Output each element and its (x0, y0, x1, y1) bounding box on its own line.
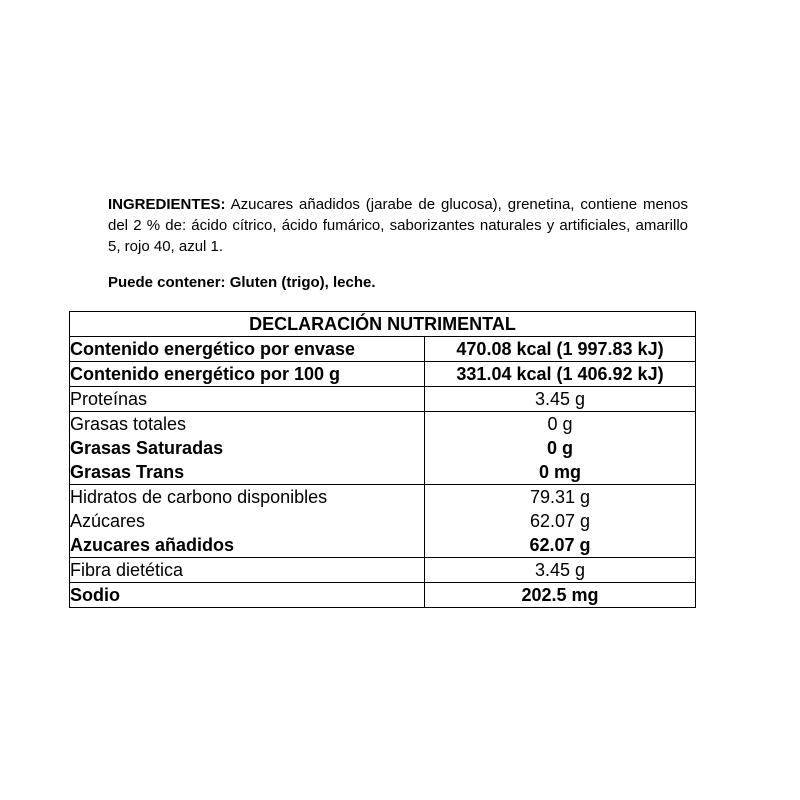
table-row (70, 583, 696, 608)
nutrient-name: Azúcares (70, 509, 425, 533)
table-row (70, 337, 696, 362)
nutrient-value: 202.5 mg (425, 583, 696, 608)
nutrient-name: Azucares añadidos (70, 533, 425, 558)
nutrient-value: 3.45 g (425, 558, 696, 583)
nutrient-value: 331.04 kcal (1 406.92 kJ) (425, 362, 696, 387)
nutrient-value: 3.45 g (425, 387, 696, 412)
nutrient-value: 79.31 g (425, 485, 696, 510)
nutrition-table-title: DECLARACIÓN NUTRIMENTAL (70, 312, 696, 337)
table-row (70, 533, 696, 558)
table-row (70, 436, 696, 460)
table-row (70, 387, 696, 412)
nutrient-name: Contenido energético por envase (70, 337, 425, 362)
table-row (70, 558, 696, 583)
nutrient-name: Hidratos de carbono disponibles (70, 485, 425, 510)
nutrient-value: 62.07 g (425, 509, 696, 533)
nutrient-name: Contenido energético por 100 g (70, 362, 425, 387)
nutrient-value: 0 g (425, 436, 696, 460)
nutrient-value: 470.08 kcal (1 997.83 kJ) (425, 337, 696, 362)
table-row (70, 485, 696, 510)
nutrition-table-header (70, 312, 696, 337)
nutrient-value: 0 mg (425, 460, 696, 485)
table-row (70, 509, 696, 533)
nutrient-name: Grasas Saturadas (70, 436, 425, 460)
table-row (70, 412, 696, 437)
nutrient-name: Proteínas (70, 387, 425, 412)
ingredients-label: INGREDIENTES: (108, 196, 226, 213)
may-contain-notice: Puede contener: Gluten (trigo), leche. (108, 274, 376, 291)
nutrition-table (69, 311, 696, 608)
nutrient-value: 62.07 g (425, 533, 696, 558)
nutrient-name: Grasas totales (70, 412, 425, 437)
table-row (70, 460, 696, 485)
nutrient-name: Sodio (70, 583, 425, 608)
nutrient-value: 0 g (425, 412, 696, 437)
ingredients-paragraph (108, 194, 688, 257)
nutrient-name: Grasas Trans (70, 460, 425, 485)
nutrient-name: Fibra dietética (70, 558, 425, 583)
table-row (70, 362, 696, 387)
ingredients-text: Azucares añadidos (jarabe de glucosa), grenetina, contiene menos del 2 % de: ácido cítrico, ácido fumárico, saborizantes naturales y artificiales, amarillo 5, rojo 40, azul 1. (108, 196, 688, 255)
